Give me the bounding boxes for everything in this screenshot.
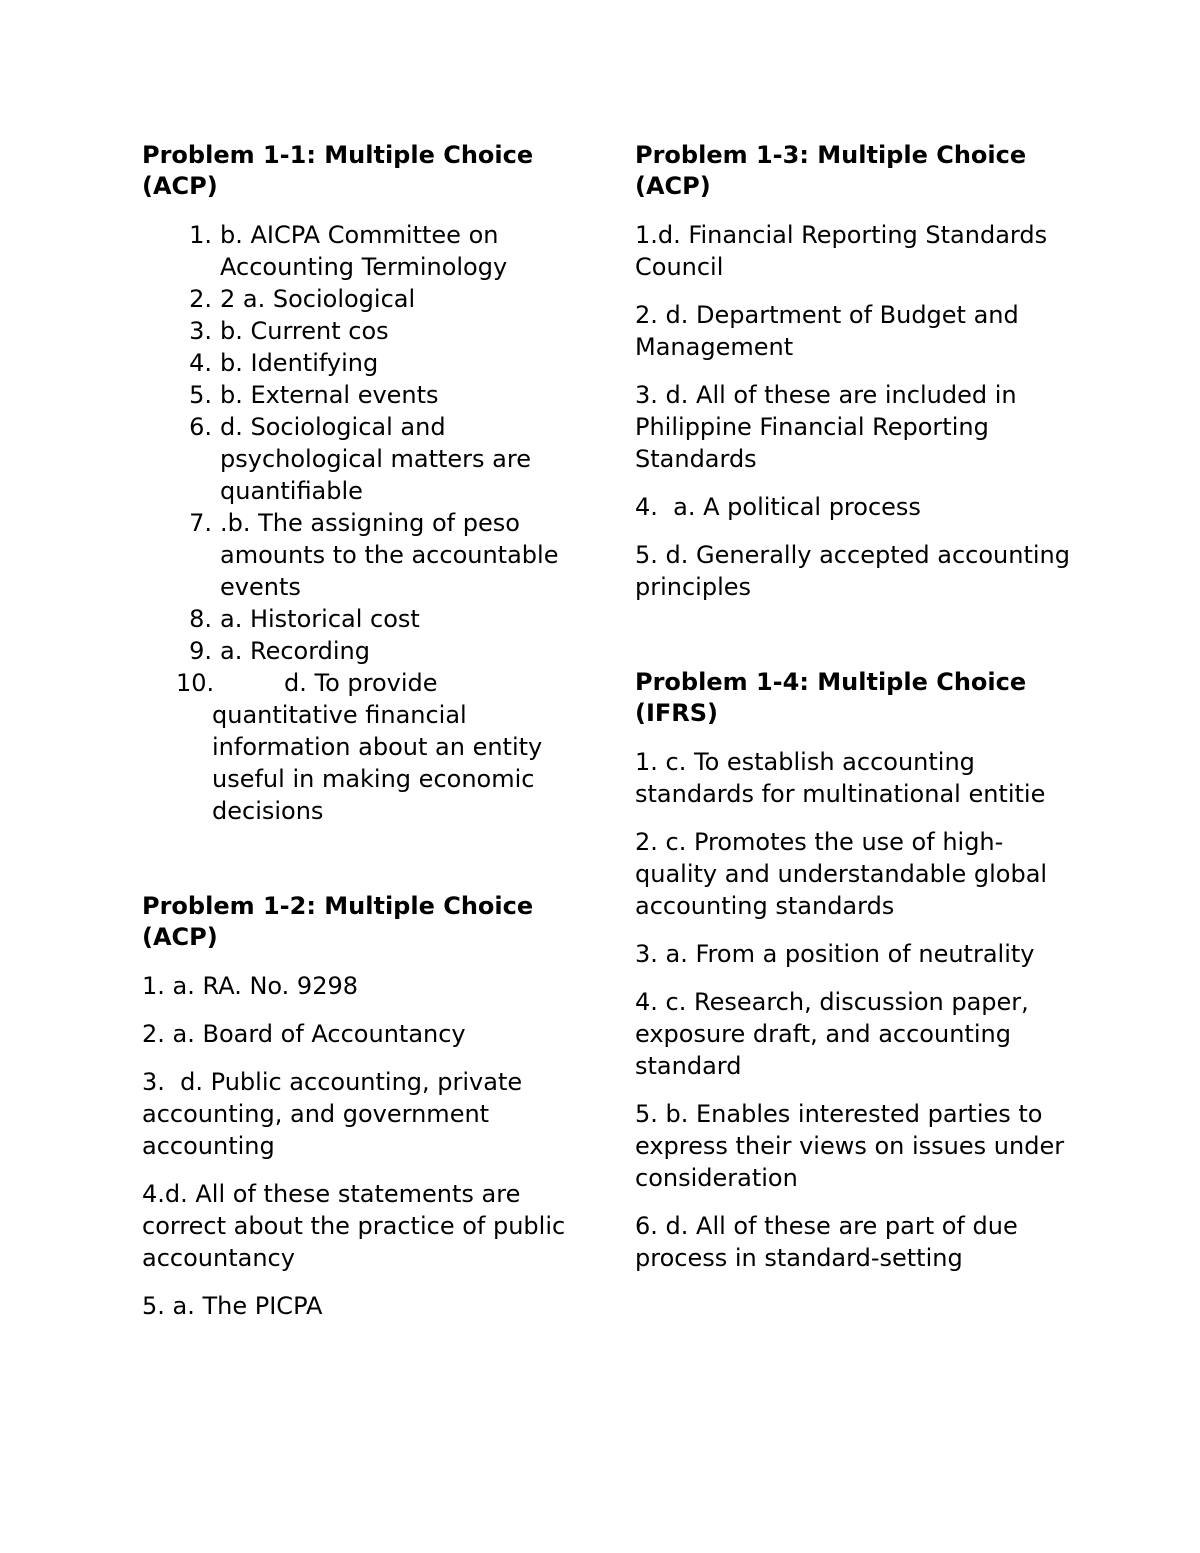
list-item (142, 667, 582, 827)
item-text: b. AICPA Committee on Accounting Terminology (220, 221, 508, 281)
problem-1-2-answers (142, 970, 582, 1322)
answer-paragraph: 3. d. Public accounting, private accounting, and government accounting (142, 1068, 530, 1160)
problem-1-3-heading (635, 140, 1075, 202)
item-text: a. Historical cost (220, 605, 420, 633)
item-number: 1. (189, 221, 212, 249)
item-number: 4. (189, 349, 212, 377)
problem-1-1-heading-line1: Problem 1-1: Multiple Choice (142, 141, 534, 169)
answer-paragraph: 5. b. Enables interested parties to express their views on issues under consideration (635, 1100, 1065, 1192)
answer-paragraph: 3. d. All of these are included in Philippine Financial Reporting Standards (635, 381, 1017, 473)
list-item (142, 219, 582, 283)
problem-1-1-answer-list (142, 219, 582, 827)
problem-1-2-heading-line1: Problem 1-2: Multiple Choice (142, 892, 534, 920)
item-text: d. To provide quantitative financial information about an entity useful in making economic decisions (212, 669, 543, 825)
item-number: 2. (189, 285, 212, 313)
item-text: a. Recording (220, 637, 370, 665)
problem-1-3-heading-line2: (ACP) (635, 172, 711, 200)
list-item (142, 411, 582, 507)
answer-paragraph: 1.d. Financial Reporting Standards Council (635, 221, 1048, 281)
answer-paragraph: 4. c. Research, discussion paper, exposure draft, and accounting standard (635, 988, 1029, 1080)
answer-paragraph: 4.d. All of these statements are correct about the practice of public accountancy (142, 1180, 566, 1272)
list-item (142, 379, 582, 411)
answer-paragraph: 2. d. Department of Budget and Management (635, 301, 1019, 361)
list-item (142, 635, 582, 667)
problem-1-2-heading (142, 891, 582, 953)
answer-paragraph: 5. d. Generally accepted accounting principles (635, 541, 1070, 601)
list-item (142, 347, 582, 379)
item-text: 2 a. Sociological (220, 285, 416, 313)
item-number: 5. (189, 381, 212, 409)
item-number: 9. (189, 637, 212, 665)
problem-1-4-heading (635, 667, 1075, 729)
item-text: b. Current cos (220, 317, 389, 345)
answer-paragraph: 6. d. All of these are part of due process in standard-setting (635, 1212, 1018, 1272)
answer-paragraph: 1. c. To establish accounting standards for multinational entitie (635, 748, 1046, 808)
left-column (142, 140, 582, 1338)
item-text: .b. The assigning of peso amounts to the accountable events (220, 509, 559, 601)
list-item (142, 603, 582, 635)
answer-paragraph: 5. a. The PICPA (142, 1292, 323, 1320)
problem-1-1-heading-line2: (ACP) (142, 172, 218, 200)
problem-1-4-heading-line2: (IFRS) (635, 699, 719, 727)
problem-1-2-heading-line2: (ACP) (142, 923, 218, 951)
list-item (142, 283, 582, 315)
answer-paragraph: 1. a. RA. No. 9298 (142, 972, 358, 1000)
item-number: 7. (189, 509, 212, 537)
item-text: b. Identifying (220, 349, 379, 377)
item-number: 10. (176, 669, 215, 697)
problem-1-1-heading (142, 140, 582, 202)
list-item (142, 507, 582, 603)
answer-paragraph: 3. a. From a position of neutrality (635, 940, 1035, 968)
problem-1-4-answers (635, 746, 1075, 1274)
item-number: 3. (189, 317, 212, 345)
answer-paragraph: 2. a. Board of Accountancy (142, 1020, 466, 1048)
answer-paragraph: 4. a. A political process (635, 493, 921, 521)
item-number: 6. (189, 413, 212, 441)
list-item (142, 315, 582, 347)
problem-1-4-heading-line1: Problem 1-4: Multiple Choice (635, 668, 1027, 696)
problem-1-3-heading-line1: Problem 1-3: Multiple Choice (635, 141, 1027, 169)
item-text: b. External events (220, 381, 439, 409)
item-number: 8. (189, 605, 212, 633)
problem-1-3-answers (635, 219, 1075, 603)
section-spacer (635, 619, 1075, 667)
item-text: d. Sociological and psychological matters are quantifiable (220, 413, 531, 505)
answer-paragraph: 2. c. Promotes the use of high-quality and understandable global accounting standards (635, 828, 1048, 920)
right-column (635, 140, 1075, 1290)
